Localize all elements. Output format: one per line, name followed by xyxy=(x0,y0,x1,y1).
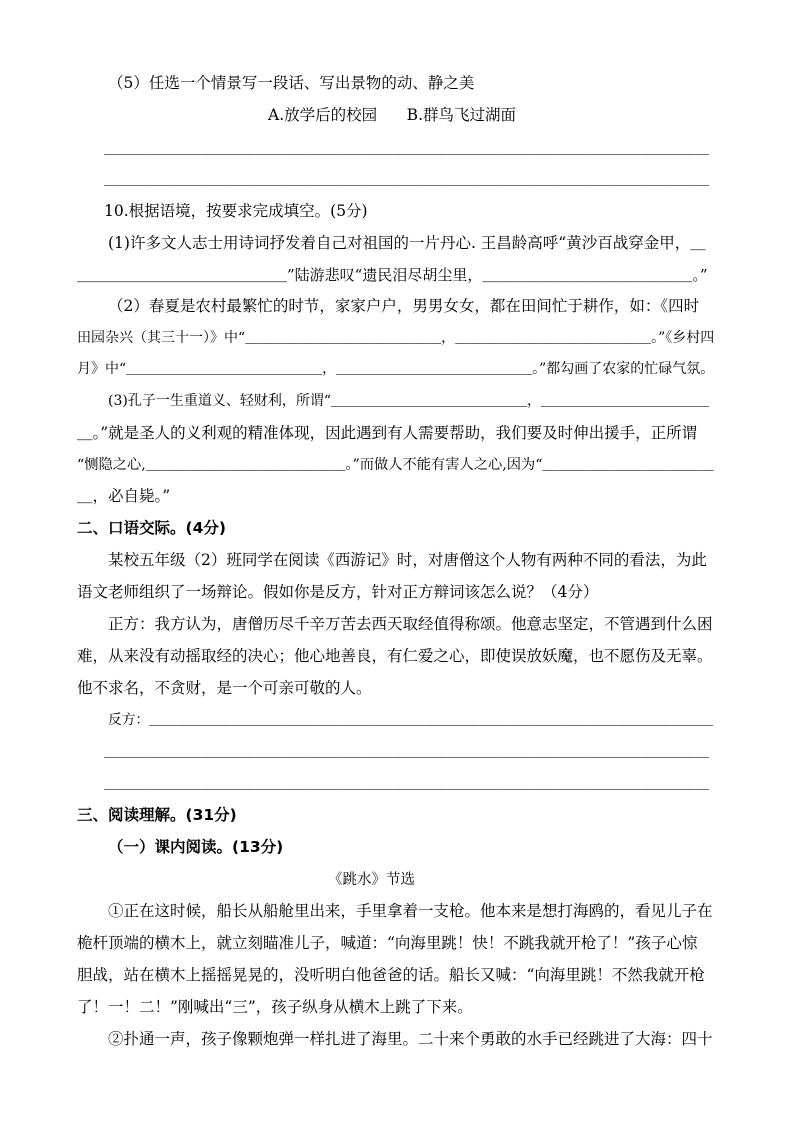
q10-p1-line-2[interactable]: ＿＿＿＿＿＿＿＿＿＿＿＿＿＿”陆游悲叹“遗民泪尽胡尘里，＿＿＿＿＿＿＿＿＿＿＿＿＿＿。” xyxy=(77,266,708,284)
s2-con-answer-line-1[interactable]: 反方：＿＿＿＿＿＿＿＿＿＿＿＿＿＿＿＿＿＿＿＿＿＿＿＿＿＿＿＿＿＿＿＿＿＿＿＿＿＿＿＿＿ xyxy=(108,712,714,728)
q5-prompt: （5）任选一个情景写一段话、写出景物的动、静之美 xyxy=(108,74,475,92)
q10-p3-line-2: ＿。”就是圣人的义利观的精准体现，因此遇到有人需要帮助，我们要及时伸出援手，正所谓 xyxy=(77,424,698,442)
q5-answer-line-2[interactable]: ＿＿＿＿＿＿＿＿＿＿＿＿＿＿＿＿＿＿＿＿＿＿＿＿＿＿＿＿＿＿＿＿＿＿＿＿＿＿＿＿＿＿＿＿ xyxy=(104,172,710,188)
s2-con-answer-line-2[interactable]: ＿＿＿＿＿＿＿＿＿＿＿＿＿＿＿＿＿＿＿＿＿＿＿＿＿＿＿＿＿＿＿＿＿＿＿＿＿＿＿＿＿＿＿＿ xyxy=(104,744,710,760)
q10-p2-line-3[interactable]: 月》中“＿＿＿＿＿＿＿＿＿＿＿＿＿＿，＿＿＿＿＿＿＿＿＿＿＿＿＿＿。”都勾画了农家的忙碌气氛。 xyxy=(77,361,715,377)
s2-pro-line-2: 难，从来没有动摇取经的决心；他心地善良，有仁爱之心，即使误放妖魔，也不愿伤及无辜。 xyxy=(77,647,713,665)
article-para-1-line-4: 了！一！二！”刚喊出“三”，孩子纵身从横木上跳了下来。 xyxy=(77,998,473,1016)
q10-p3-line-1[interactable]: (3)孔子一生重道义、轻财利，所谓“＿＿＿＿＿＿＿＿＿＿＿＿＿＿，＿＿＿＿＿＿＿＿＿＿＿＿ xyxy=(108,393,709,409)
q10-title: 10.根据语境，按要求完成填空。(5分) xyxy=(104,202,368,220)
q10-p3-line-4[interactable]: ＿，必自毙。” xyxy=(77,487,171,505)
article-para-1-line-3: 胆战，站在横木上摇摇晃晃的，没听明白他爸爸的话。船长又喊：“向海里跳！不然我就开枪 xyxy=(77,966,705,984)
s2-intro-line-1: 某校五年级（2）班同学在阅读《西游记》时，对唐僧这个人物有两种不同的看法，为此 xyxy=(108,551,707,569)
article-para-2-line-1: ②扑通一声，孩子像颗炮弹一样扎进了海里。二十来个勇敢的水手已经跳进了大海：四十 xyxy=(108,1030,713,1048)
s2-intro-line-2: 语文老师组织了一场辩论。假如你是反方，针对正方辩词该怎么说？（4分） xyxy=(77,583,599,601)
article-para-1-line-1: ①正在这时候，船长从船舱里出来，手里拿着一支枪。他本来是想打海鸥的，看见儿子在 xyxy=(108,902,713,920)
section-2-heading: 二、口语交际。(4分) xyxy=(77,519,226,537)
s2-pro-line-1: 正方：我方认为，唐僧历尽千辛万苦去西天取经值得称颂。他意志坚定，不管遇到什么困 xyxy=(108,615,713,633)
q10-p1-line-1: (1)许多文人志士用诗词抒发着自己对祖国的一片丹心. 王昌龄高呼“黄沙百战穿金甲，＿ xyxy=(108,234,706,252)
q5-options: A.放学后的校园 B.群鸟飞过湖面 xyxy=(268,106,517,124)
q10-p2-line-2[interactable]: 田园杂兴（其三十一）》中“＿＿＿＿＿＿＿＿＿＿＿＿＿＿，＿＿＿＿＿＿＿＿＿＿＿＿＿＿。”《乡村四 xyxy=(77,330,715,346)
q10-p3-line-3[interactable]: “恻隐之心,＿＿＿＿＿＿＿＿＿＿＿＿＿＿。”而做人不能有害人之心,因为“＿＿＿＿＿＿＿＿＿＿＿＿ xyxy=(77,457,714,473)
s2-pro-line-3: 他不求名，不贪财，是一个可亲可敬的人。 xyxy=(77,679,372,697)
q5-answer-line-1[interactable]: ＿＿＿＿＿＿＿＿＿＿＿＿＿＿＿＿＿＿＿＿＿＿＿＿＿＿＿＿＿＿＿＿＿＿＿＿＿＿＿＿＿＿＿＿ xyxy=(104,141,710,157)
q10-p2-line-1: （2）春夏是农村最繁忙的时节，家家户户，男男女女，都在田间忙于耕作，如：《四时 xyxy=(108,297,700,315)
article-title: 《跳水》节选 xyxy=(328,872,415,888)
article-para-1-line-2: 桅杆顶端的横木上，就立刻瞄准儿子，喊道：“向海里跳！快！不跳我就开枪了！”孩子心惊 xyxy=(77,934,698,952)
s2-con-answer-line-3[interactable]: ＿＿＿＿＿＿＿＿＿＿＿＿＿＿＿＿＿＿＿＿＿＿＿＿＿＿＿＿＿＿＿＿＿＿＿＿＿＿＿＿＿＿＿＿ xyxy=(104,776,710,792)
section-3-sub-heading: （一）课内阅读。(13分) xyxy=(108,838,284,856)
section-3-heading: 三、阅读理解。(31分) xyxy=(77,806,237,824)
